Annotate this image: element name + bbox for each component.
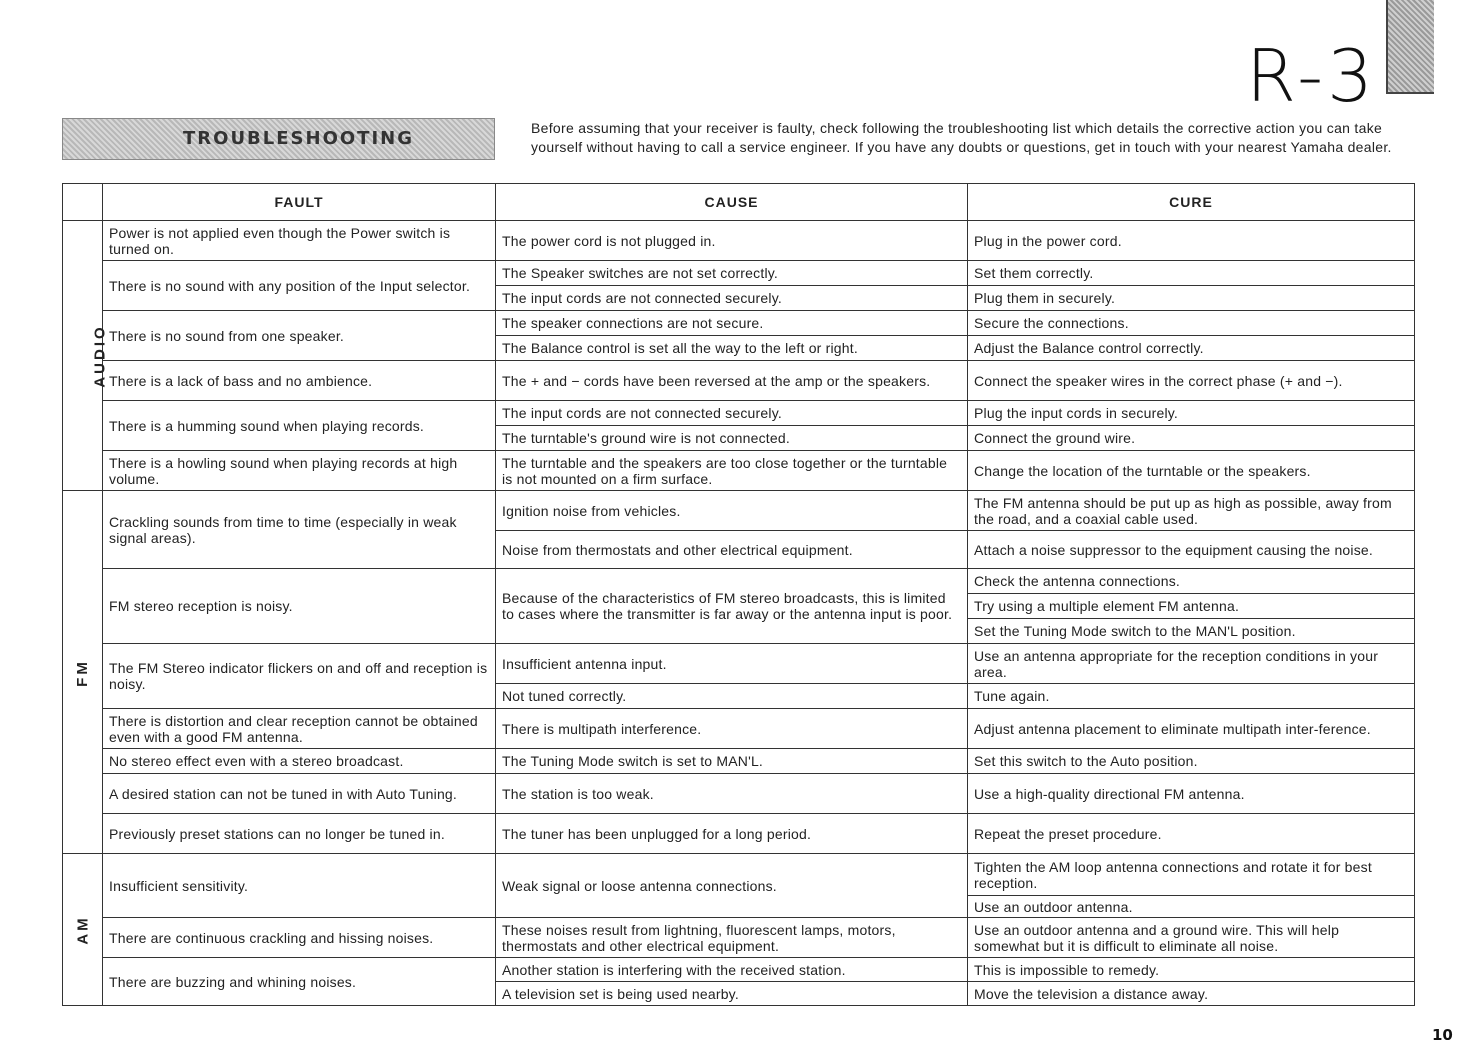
cure-cell: Set the Tuning Mode switch to the MAN'L position. [968, 619, 1415, 644]
cause-cell: Another station is interfering with the received station. [496, 958, 968, 982]
model-tab-marker [1386, 0, 1434, 94]
cure-cell: Secure the connections. [968, 311, 1415, 336]
cause-cell: The input cords are not connected securely. [496, 286, 968, 311]
cause-cell: Weak signal or loose antenna connections. [496, 854, 968, 918]
fault-cell: There is a humming sound when playing records. [103, 401, 496, 451]
category-header [63, 184, 103, 221]
cure-cell: Plug in the power cord. [968, 221, 1415, 261]
cause-cell: A television set is being used nearby. [496, 982, 968, 1006]
table-row [63, 569, 1415, 594]
cure-cell: Tune again. [968, 684, 1415, 709]
cause-cell: The Speaker switches are not set correctly. [496, 261, 968, 286]
table-row [63, 401, 1415, 426]
table-row [63, 854, 1415, 896]
cause-cell: Ignition noise from vehicles. [496, 491, 968, 531]
category-audio [63, 221, 109, 491]
cause-cell: The input cords are not connected securely. [496, 401, 968, 426]
category-label: FM [73, 658, 91, 687]
page-title: TROUBLESHOOTING [183, 128, 414, 149]
table-row [63, 261, 1415, 286]
fault-cell: FM stereo reception is noisy. [103, 569, 496, 644]
cause-cell: Insufficient antenna input. [496, 644, 968, 684]
table-row [63, 958, 1415, 982]
cure-cell: Set this switch to the Auto position. [968, 749, 1415, 774]
cure-cell: Adjust the Balance control correctly. [968, 336, 1415, 361]
table-row [63, 361, 1415, 401]
table-row [63, 311, 1415, 336]
cause-cell: The + and − cords have been reversed at the amp or the speakers. [496, 361, 968, 401]
cure-cell: Use an outdoor antenna. [968, 896, 1415, 918]
fault-cell: There is no sound with any position of the Input selector. [103, 261, 496, 311]
table-header-row [63, 184, 1415, 221]
cure-cell: Use a high-quality directional FM antenna. [968, 774, 1415, 814]
cure-cell: Set them correctly. [968, 261, 1415, 286]
cure-cell: Adjust antenna placement to eliminate multipath inter-ference. [968, 709, 1415, 749]
cure-header: CURE [968, 184, 1415, 221]
cause-cell: The power cord is not plugged in. [496, 221, 968, 261]
cure-cell: Tighten the AM loop antenna connections and rotate it for best reception. [968, 854, 1415, 896]
page-number: 10 [1432, 1026, 1453, 1044]
cause-cell: The Balance control is set all the way to the left or right. [496, 336, 968, 361]
cure-cell: This is impossible to remedy. [968, 958, 1415, 982]
table-row [63, 221, 1415, 261]
category-am [63, 854, 103, 1006]
cure-cell: Plug the input cords in securely. [968, 401, 1415, 426]
table-row [63, 814, 1415, 854]
category-fm [63, 491, 103, 854]
cure-cell: Use an antenna appropriate for the reception conditions in your area. [968, 644, 1415, 684]
intro-paragraph: Before assuming that your receiver is faulty, check following the troubleshooting list which details the corrective action you can take yourself without having to call a service engineer. If you have any doubts or questions, get in touch with your nearest Yamaha dealer. [531, 120, 1392, 155]
cause-cell: The tuner has been unplugged for a long period. [496, 814, 968, 854]
cure-cell: Move the television a distance away. [968, 982, 1415, 1006]
cure-cell: Try using a multiple element FM antenna. [968, 594, 1415, 619]
cure-cell: Attach a noise suppressor to the equipment causing the noise. [968, 531, 1415, 569]
cure-cell: Repeat the preset procedure. [968, 814, 1415, 854]
cure-cell: Plug them in securely. [968, 286, 1415, 311]
cure-cell: Connect the ground wire. [968, 426, 1415, 451]
cause-cell: Because of the characteristics of FM stereo broadcasts, this is limited to cases where the transmitter is far away or the antenna input is poor. [496, 569, 968, 644]
fault-cell: There are continuous crackling and hissing noises. [103, 918, 496, 958]
table-row [63, 774, 1415, 814]
title-banner [62, 118, 495, 160]
model-name: R-3 [1246, 34, 1377, 118]
fault-header: FAULT [103, 184, 496, 221]
fault-cell: The FM Stereo indicator flickers on and off and reception is noisy. [103, 644, 496, 709]
cure-cell: The FM antenna should be put up as high as possible, away from the road, and a coaxial cable used. [968, 491, 1415, 531]
fault-cell: Crackling sounds from time to time (especially in weak signal areas). [103, 491, 496, 569]
table-row [63, 491, 1415, 531]
fault-cell: No stereo effect even with a stereo broadcast. [103, 749, 496, 774]
fault-cell: There is distortion and clear reception cannot be obtained even with a good FM antenna. [103, 709, 496, 749]
fault-cell: Previously preset stations can no longer be tuned in. [103, 814, 496, 854]
troubleshooting-table [62, 183, 1415, 1006]
cause-cell: These noises result from lightning, fluorescent lamps, motors, thermostats and other electrical equipment. [496, 918, 968, 958]
category-label: AM [74, 915, 92, 945]
fault-cell: Power is not applied even though the Power switch is turned on. [103, 221, 496, 261]
cure-cell: Check the antenna connections. [968, 569, 1415, 594]
cause-cell: There is multipath interference. [496, 709, 968, 749]
cause-cell: The speaker connections are not secure. [496, 311, 968, 336]
cause-header: CAUSE [496, 184, 968, 221]
cause-cell: Noise from thermostats and other electrical equipment. [496, 531, 968, 569]
table-row [63, 749, 1415, 774]
table-row [63, 644, 1415, 684]
cause-cell: The Tuning Mode switch is set to MAN'L. [496, 749, 968, 774]
fault-cell: Insufficient sensitivity. [103, 854, 496, 918]
table-row [63, 918, 1415, 958]
fault-cell: A desired station can not be tuned in with Auto Tuning. [103, 774, 496, 814]
fault-cell: There are buzzing and whining noises. [103, 958, 496, 1006]
fault-cell: There is a howling sound when playing records at high volume. [103, 451, 496, 491]
cause-cell: The turntable and the speakers are too close together or the turntable is not mounted on a firm surface. [496, 451, 968, 491]
fault-cell: There is a lack of bass and no ambience. [103, 361, 496, 401]
table-row [63, 709, 1415, 749]
cause-cell: The station is too weak. [496, 774, 968, 814]
cure-cell: Use an outdoor antenna and a ground wire. This will help somewhat but it is difficult to eliminate all noise. [968, 918, 1415, 958]
cure-cell: Change the location of the turntable or the speakers. [968, 451, 1415, 491]
cause-cell: The turntable's ground wire is not connected. [496, 426, 968, 451]
cure-cell: Connect the speaker wires in the correct phase (+ and −). [968, 361, 1415, 401]
fault-cell: There is no sound from one speaker. [103, 311, 496, 361]
cause-cell: Not tuned correctly. [496, 684, 968, 709]
table-row [63, 451, 1415, 491]
category-label: AUDIO [91, 324, 109, 388]
